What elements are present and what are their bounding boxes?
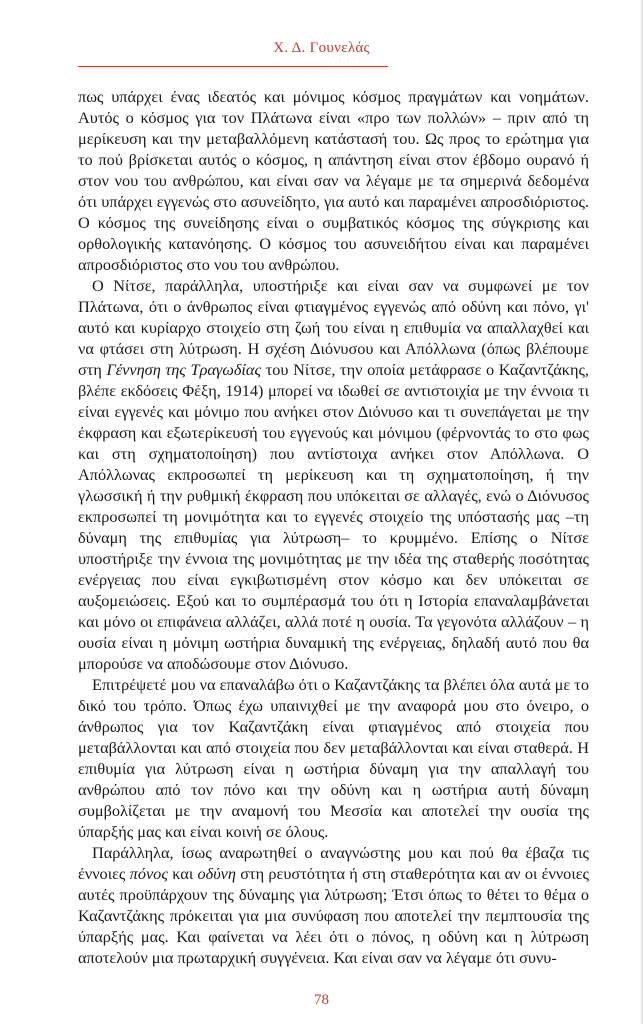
paragraph-1-text: πως υπάρχει ένας ιδεατός και μόνιμος κόσμος πραγμάτων και νοημάτων. Αυτός ο κόσμος για τον Πλάτωνα είναι «προ των πολλών» – πριν από τη μερίκευση και την μεταβαλλόμενη κατάστασή του. Ως προς το ερώτημα για το πού βρίσκεται αυτός ο κόσμος, η απάντηση είναι στον έβδομο ουρανό ή στον νου του ανθρώπου, και είναι σαν να λέγαμε με τα σημερινά δεδομένα ότι υπάρχει εγγενώς στο ασυνείδητο, για αυτό και παραμένει απροσδιόριστος. Ο κόσμος της συνείδησης είναι ο συμβατικός κόσμος της σύγκρισης και ορθολογικής κατανόησης. Ο κόσμος του ασυνειδήτου είναι και παραμένει απροσδιόριστος στο νου του ανθρώπου. — [78, 87, 589, 274]
paragraph-1 — [78, 86, 589, 275]
page-number: 78 — [314, 992, 329, 1008]
body-text — [78, 86, 589, 968]
term-ponos-italic: πόνος — [129, 864, 168, 883]
paragraph-3-text: Επιτρέψετέ μου να επαναλάβω ότι ο Καζαντζάκης τα βλέπει όλα αυτά με το δικό του τρόπο. Όπως έχω υπαινιχθεί με την αναφορά μου στο όνειρο, ο άνθρωπος για τον Καζαντζάκη είναι φτιαγμένος από στοιχεία που μεταβάλλονται και από στοιχεία που δεν μεταβάλλονται και είναι σταθερά. Η επιθυμία για λύτρωση είναι η ωστήρια δύναμη για την απαλλαγή του ανθρώπου από τον πόνο και την οδύνη και η ωστήρια αυτή δύναμη συμβολίζεται με την αναμονή του Μεσσία και αποτελεί την ουσία της ύπαρξής μας και είναι κοινή σε όλους. — [78, 675, 589, 841]
running-head: Χ. Δ. Γουνελάς — [273, 40, 370, 56]
paragraph-4-text-b: και — [167, 864, 198, 883]
paragraph-4 — [78, 842, 589, 968]
paragraph-2-text-a: Ο Νίτσε, παράλληλα, υποστήριξε και είναι σαν να συμφωνεί με τον Πλάτωνα, ότι ο άνθρωπος είναι φτιαγμένος εγγενώς από οδύνη και πόνο, γι' αυτό και κυρίαρχο στοιχείο στη ζωή του είναι η επιθυμία να απαλλαχθεί και να φτάσει στη λύτρωση. Η σχέση Διόνυσου και Απόλλωνα (όπως βλέπουμε στη — [78, 276, 589, 379]
book-title-italic: Γέννηση της Τραγωδίας — [106, 360, 262, 379]
paragraph-2-text-b: του Νίτσε, την οποία μετάφρασε ο Καζαντζάκης, βλέπε εκδόσεις Φέξη, 1914) μπορεί να ιδωθεί σε αντιστοιχία με την έννοια τι είναι εγγενές και μόνιμο που ανήκει στον Διόνυσο και τι συνεπάγεται με την έκφραση και εξωτερίκευσή του εγγενούς και μόνιμου (φέρνοντάς το στο φως και στη σχηματοποίηση) που αντίστοιχα ανήκει στον Απόλλωνα. Ο Απόλλωνας εκπροσωπεί τη μερίκευση και τη σχηματοποίηση, ή την γλωσσική ή την ρυθμική έκφραση που υπόκειται σε αλλαγές, ενώ ο Διόνυσος εκπροσωπεί τη μονιμότητα και το εγγενές στοιχείο της υπόστασής μας –τη δύναμη της επιθυμίας για λύτρωση– το κρυμμένο. Επίσης ο Νίτσε υποστήριξε την έννοια της μονιμότητας με την ιδέα της σταθερής ποσότητας ενέργειας που είναι εγκιβωτισμένη στον κόσμο και δεν υπόκειται σε αυξομειώσεις. Εξού και το συμπέρασμά του ότι η Ιστορία επαναλαμβάνεται και μόνο οι επιφάνεια αλλάζει, αλλά ποτέ η ουσία. Τα γεγονότα αλλάζουν – η ουσία είναι η μόνιμη ωστήρια δυναμική της ενέργειας, δηλαδή αυτό που θα μπορούσε να αποδώσουμε στον Διόνυσο. — [78, 360, 589, 673]
paragraph-4-text-a: Παράλληλα, ίσως αναρωτηθεί ο αναγνώστης μου και πού θα έβαζα τις έννοιες — [78, 843, 589, 883]
paragraph-2 — [78, 275, 589, 674]
term-odyni-italic: οδύνη — [197, 864, 236, 883]
header-rule — [78, 66, 388, 67]
paragraph-4-text-c: στη ρευστότητα ή στη σταθερότητα και αν οι έννοιες αυτές προϋπάρχουν της δύναμης για λύτρωση; Έτσι όπως το θέτει το θέμα ο Καζαντζάκης πρόκειται για μια συνύφαση που αποτελεί την πεμπτουσία της ύπαρξής μας. Και φαίνεται να λέει ότι ο πόνος, η οδύνη και η λύτρωση αποτελούν μια πρωταρχική συγγένεια. Και είναι σαν να λέγαμε ότι συνυ- — [78, 864, 589, 967]
paragraph-3 — [78, 674, 589, 842]
